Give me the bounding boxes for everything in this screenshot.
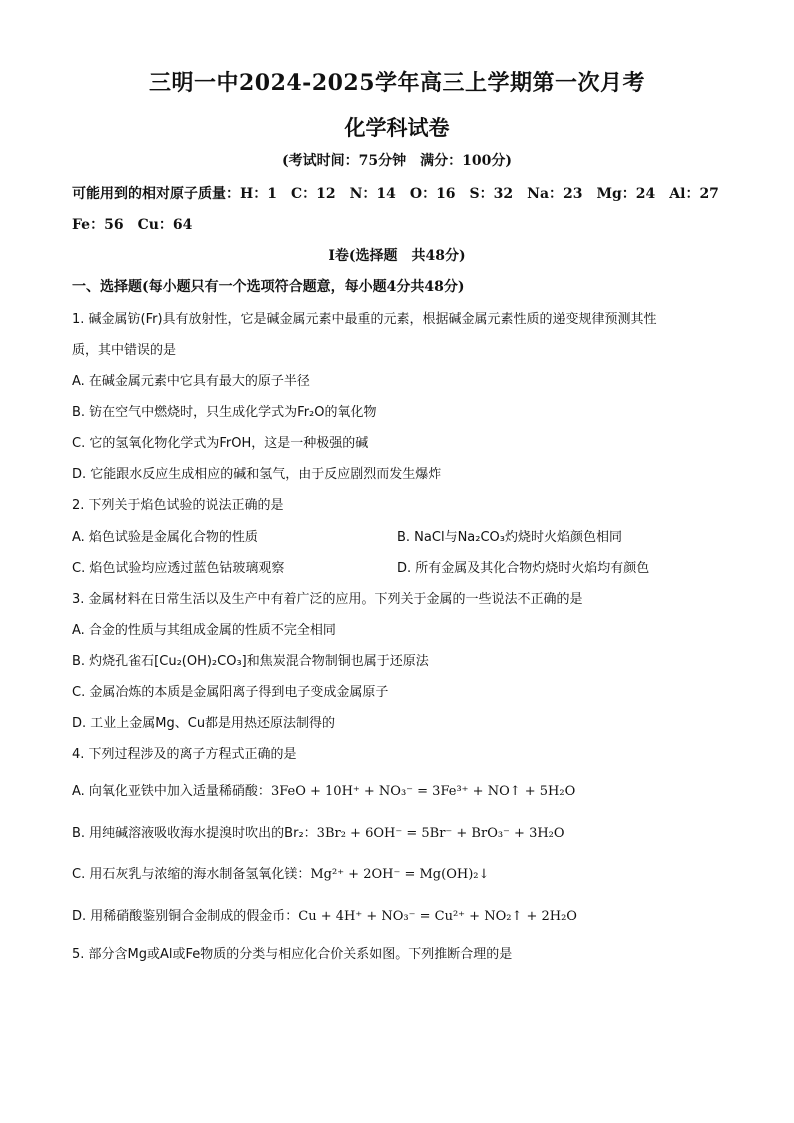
q1-option-c: C. 它的氢氧化物化学式为FrOH，这是一种极强的碱 bbox=[72, 436, 369, 451]
exam-title: 三明一中2024-2025学年高三上学期第一次月考 bbox=[148, 70, 646, 96]
part-heading: 一、选择题(每小题只有一个选项符合题意，每小题4分共48分) bbox=[72, 279, 465, 295]
q4-option-c-equation: Mg²⁺ + 2OH⁻ = Mg(OH)₂↓ bbox=[310, 867, 490, 882]
atomic-mass-line-1: 可能用到的相对原子质量：H：1 C：12 N：14 O：16 S：32 Na：23 Mg：24 Al：27 bbox=[72, 186, 719, 202]
exam-info: (考试时间：75分钟 满分：100分) bbox=[282, 153, 512, 169]
atomic-mass-line-2: Fe：56 Cu：64 bbox=[72, 217, 193, 233]
q4-option-b-text: B. 用纯碱溶液吸收海水提溴时吹出的Br₂： bbox=[72, 826, 317, 841]
q1-option-b: B. 钫在空气中燃烧时，只生成化学式为Fr₂O的氧化物 bbox=[72, 405, 377, 420]
q5-stem: 5. 部分含Mg或Al或Fe物质的分类与相应化合价关系如图。下列推断合理的是 bbox=[72, 947, 513, 962]
q1-option-d: D. 它能跟水反应生成相应的碱和氢气，由于反应剧烈而发生爆炸 bbox=[72, 467, 442, 482]
q1-stem-line-1: 1. 碱金属钫(Fr)具有放射性，它是碱金属元素中最重的元素，根据碱金属元素性质的递变规律预测其性 bbox=[72, 312, 657, 327]
q2-option-c: C. 焰色试验均应透过蓝色钴玻璃观察 bbox=[72, 561, 285, 576]
q4-option-c-text: C. 用石灰乳与浓缩的海水制备氢氧化镁： bbox=[72, 867, 311, 882]
q3-stem: 3. 金属材料在日常生活以及生产中有着广泛的应用。下列关于金属的一些说法不正确的是 bbox=[72, 592, 583, 607]
q4-option-d-equation: Cu + 4H⁺ + NO₃⁻ = Cu²⁺ + NO₂↑ + 2H₂O bbox=[298, 909, 577, 924]
section-title: Ⅰ卷(选择题 共48分) bbox=[328, 248, 466, 264]
q4-option-d bbox=[72, 905, 577, 924]
q1-option-a: A. 在碱金属元素中它具有最大的原子半径 bbox=[72, 374, 310, 389]
q4-option-b-equation: 3Br₂ + 6OH⁻ = 5Br⁻ + BrO₃⁻ + 3H₂O bbox=[316, 826, 565, 841]
q1-stem-line-2: 质，其中错误的是 bbox=[72, 343, 177, 358]
q4-option-d-text: D. 用稀硝酸鉴别铜合金制成的假金币： bbox=[72, 909, 299, 924]
q2-option-a: A. 焰色试验是金属化合物的性质 bbox=[72, 530, 258, 545]
q2-option-d: D. 所有金属及其化合物灼烧时火焰均有颜色 bbox=[397, 561, 650, 576]
exam-subtitle: 化学科试卷 bbox=[344, 115, 450, 140]
q2-stem: 2. 下列关于焰色试验的说法正确的是 bbox=[72, 498, 284, 513]
q4-option-a-equation: 3FeO + 10H⁺ + NO₃⁻ = 3Fe³⁺ + NO↑ + 5H₂O bbox=[270, 784, 576, 799]
q4-option-c bbox=[72, 863, 489, 882]
q4-option-a-text: A. 向氧化亚铁中加入适量稀硝酸： bbox=[72, 784, 271, 799]
q3-option-b: B. 灼烧孔雀石[Cu₂(OH)₂CO₃]和焦炭混合物制铜也属于还原法 bbox=[72, 654, 429, 669]
q4-option-b bbox=[72, 822, 565, 841]
q3-option-d: D. 工业上金属Mg、Cu都是用热还原法制得的 bbox=[72, 716, 336, 731]
q4-option-a bbox=[72, 780, 575, 799]
q4-stem: 4. 下列过程涉及的离子方程式正确的是 bbox=[72, 747, 297, 762]
q3-option-a: A. 合金的性质与其组成金属的性质不完全相同 bbox=[72, 623, 336, 638]
q3-option-c: C. 金属冶炼的本质是金属阳离子得到电子变成金属原子 bbox=[72, 685, 389, 700]
q2-option-b: B. NaCl与Na₂CO₃灼烧时火焰颜色相同 bbox=[397, 530, 622, 545]
